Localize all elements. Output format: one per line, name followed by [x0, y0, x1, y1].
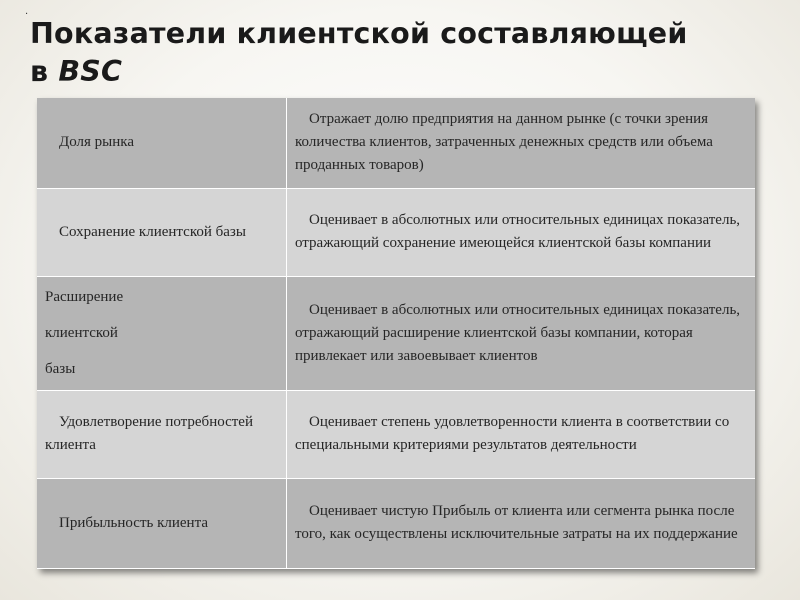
table-row — [37, 188, 755, 276]
indicator-description: Отражает долю предприятия на данном рынке (с точки зрения количества клиентов, затраченных денежных средств или объема проданных товаров) — [287, 98, 756, 188]
slide-title — [30, 15, 688, 91]
table-row — [37, 98, 755, 188]
indicator-description: Оценивает степень удовлетворенности клиента в соответствии со специальными критериями результатов деятельности — [287, 390, 756, 478]
title-line-2-prefix: в — [30, 55, 59, 88]
indicator-name-line: базы — [45, 361, 76, 377]
title-line-1: Показатели клиентской составляющей — [30, 17, 688, 50]
indicator-name: Сохранение клиентской базы — [37, 188, 287, 276]
title-bsc: BSC — [58, 55, 123, 88]
indicator-name: Удовлетворение потребностей клиента — [37, 390, 287, 478]
indicator-description: Оценивает в абсолютных или относительных единицах показатель, отражающий расширение клиентской базы компании, которая привлекает или завоевывает клиентов — [287, 276, 756, 390]
indicator-name — [37, 276, 287, 390]
table-row — [37, 390, 755, 478]
indicator-name: Прибыльность клиента — [37, 478, 287, 568]
indicator-name-line: клиентской — [45, 325, 118, 341]
indicators-table — [37, 98, 755, 569]
table-row — [37, 478, 755, 568]
corner-dot: . — [25, 6, 29, 17]
table-row — [37, 276, 755, 390]
indicator-description: Оценивает чистую Прибыль от клиента или сегмента рынка после того, как осуществлены исключительные затраты на их поддержание — [287, 478, 756, 568]
indicator-name: Доля рынка — [37, 98, 287, 188]
indicator-name-line: Расширение — [45, 289, 124, 305]
indicator-description: Оценивает в абсолютных или относительных единицах показатель, отражающий сохранение имеющейся клиентской базы компании — [287, 188, 756, 276]
